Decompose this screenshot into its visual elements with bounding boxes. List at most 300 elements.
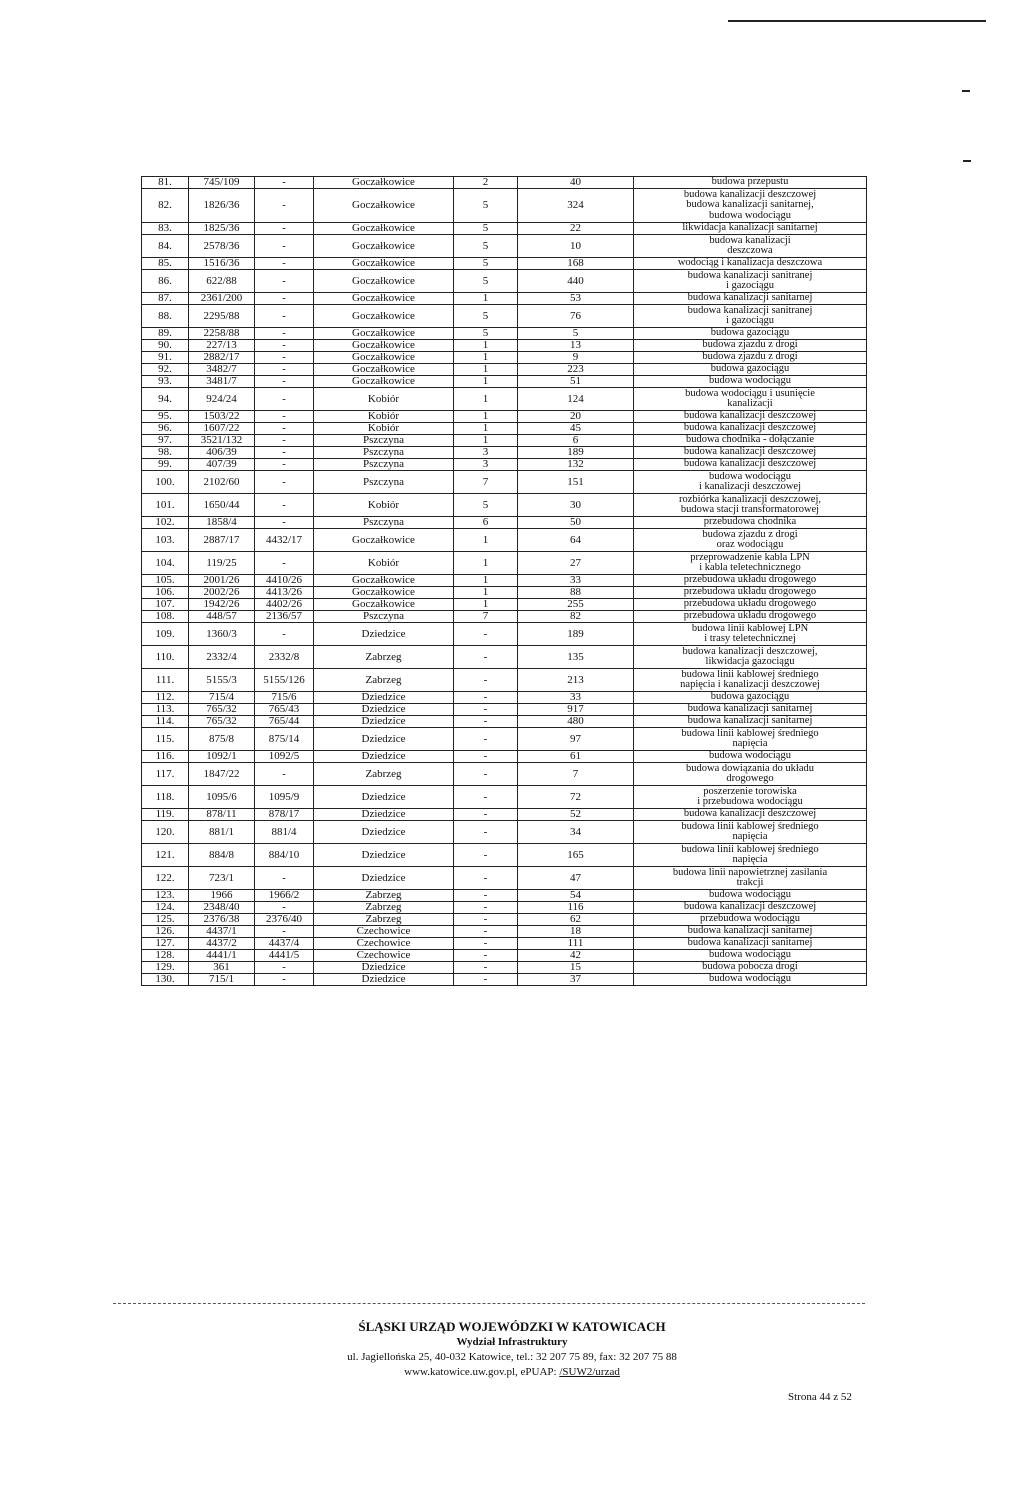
new-parcel-number: 2332/8 [255, 646, 314, 669]
row-number: 113. [142, 704, 189, 716]
description-line: budowa kanalizacji deszczowej [683, 410, 817, 422]
locality: Zabrzeg [314, 914, 454, 926]
row-number: 106. [142, 587, 189, 599]
work-description [634, 926, 867, 938]
row-number: 114. [142, 716, 189, 728]
work-description [634, 611, 867, 623]
description-line: przebudowa układu drogowego [683, 574, 817, 586]
row-number: 115. [142, 728, 189, 751]
table-row [142, 471, 867, 494]
area-value: 132 [518, 459, 634, 471]
work-description [634, 388, 867, 411]
area-value: 124 [518, 388, 634, 411]
table-row [142, 376, 867, 388]
parcel-number: 2102/60 [189, 471, 255, 494]
description-line: budowa gazociągu [710, 691, 790, 703]
sheet-number: - [454, 669, 518, 692]
description-line: budowa zjazdu z drogi [702, 339, 798, 351]
sheet-number: 3 [454, 459, 518, 471]
new-parcel-number: - [255, 189, 314, 223]
new-parcel-number: - [255, 623, 314, 646]
description-line: przebudowa układu drogowego [683, 598, 817, 610]
row-number: 116. [142, 751, 189, 763]
work-description [634, 890, 867, 902]
description-line: budowa wodociągu [709, 949, 791, 961]
area-value: 27 [518, 552, 634, 575]
locality: Dziedzice [314, 751, 454, 763]
work-description [634, 340, 867, 352]
sheet-number: 1 [454, 293, 518, 305]
epuap-link[interactable]: /SUW2/urzad [559, 1366, 620, 1378]
table-row [142, 189, 867, 223]
description-line: budowa kanalizacji sanitarnej [687, 925, 813, 937]
locality: Goczałkowice [314, 223, 454, 235]
work-description [634, 809, 867, 821]
locality: Goczałkowice [314, 177, 454, 189]
locality: Pszczyna [314, 447, 454, 459]
sheet-number: 1 [454, 352, 518, 364]
parcel-number: 2887/17 [189, 529, 255, 552]
work-description [634, 938, 867, 950]
sheet-number: 1 [454, 340, 518, 352]
new-parcel-number: - [255, 962, 314, 974]
table-row [142, 459, 867, 471]
sheet-number: 5 [454, 189, 518, 223]
row-number: 108. [142, 611, 189, 623]
description-line: budowa kanalizacji sanitarnej [687, 715, 813, 727]
area-value: 189 [518, 447, 634, 459]
description-line: budowa kanalizacji sanitarnej [687, 937, 813, 949]
sheet-number: 1 [454, 364, 518, 376]
table-row [142, 763, 867, 786]
table-row [142, 704, 867, 716]
parcel-number: 622/88 [189, 270, 255, 293]
new-parcel-number: - [255, 293, 314, 305]
table-row [142, 914, 867, 926]
new-parcel-number: 4432/17 [255, 529, 314, 552]
locality: Czechowice [314, 950, 454, 962]
table-row [142, 529, 867, 552]
work-description [634, 669, 867, 692]
area-value: 480 [518, 716, 634, 728]
locality: Czechowice [314, 926, 454, 938]
work-description [634, 494, 867, 517]
table-row [142, 235, 867, 258]
description-line: i gazociągu [725, 280, 775, 291]
description-line: deszczowa [727, 245, 773, 256]
new-parcel-number: 1095/9 [255, 786, 314, 809]
table-row [142, 293, 867, 305]
row-number: 82. [142, 189, 189, 223]
office-name: ŚLĄSKI URZĄD WOJEWÓDZKI W KATOWICACH [358, 1319, 666, 1334]
row-number: 89. [142, 328, 189, 340]
sheet-number: - [454, 974, 518, 986]
sheet-number: - [454, 716, 518, 728]
parcel-number: 745/109 [189, 177, 255, 189]
row-number: 83. [142, 223, 189, 235]
table-row [142, 962, 867, 974]
locality: Pszczyna [314, 471, 454, 494]
row-number: 86. [142, 270, 189, 293]
table-row [142, 821, 867, 844]
row-number: 99. [142, 459, 189, 471]
new-parcel-number: - [255, 340, 314, 352]
new-parcel-number: - [255, 258, 314, 270]
table-row [142, 352, 867, 364]
sheet-number: - [454, 786, 518, 809]
work-description [634, 328, 867, 340]
description-line: napięcia [732, 738, 768, 749]
row-number: 130. [142, 974, 189, 986]
area-value: 88 [518, 587, 634, 599]
work-description [634, 763, 867, 786]
office-address: ul. Jagiellońska 25, 40-032 Katowice, tel.: 32 207 75 89, fax: 32 207 75 88 [347, 1351, 677, 1363]
row-number: 127. [142, 938, 189, 950]
locality: Pszczyna [314, 459, 454, 471]
area-value: 54 [518, 890, 634, 902]
work-description [634, 177, 867, 189]
description-line: budowa linii kablowej średniego [681, 843, 819, 855]
new-parcel-number: 4441/5 [255, 950, 314, 962]
area-value: 76 [518, 305, 634, 328]
locality: Goczałkowice [314, 575, 454, 587]
description-line: budowa kanalizacji deszczowej [683, 901, 817, 913]
locality: Dziedzice [314, 692, 454, 704]
locality: Dziedzice [314, 821, 454, 844]
parcel-number: 361 [189, 962, 255, 974]
new-parcel-number: 2136/57 [255, 611, 314, 623]
row-number: 120. [142, 821, 189, 844]
parcel-number: 1650/44 [189, 494, 255, 517]
description-line: budowa kanalizacji sanitarnej, [686, 199, 814, 211]
table-row [142, 423, 867, 435]
locality: Goczałkowice [314, 270, 454, 293]
new-parcel-number: - [255, 388, 314, 411]
parcel-number: 227/13 [189, 340, 255, 352]
table-row [142, 599, 867, 611]
row-number: 129. [142, 962, 189, 974]
area-value: 9 [518, 352, 634, 364]
area-value: 223 [518, 364, 634, 376]
sheet-number: - [454, 902, 518, 914]
area-value: 47 [518, 867, 634, 890]
area-value: 37 [518, 974, 634, 986]
locality: Goczałkowice [314, 352, 454, 364]
table-row [142, 328, 867, 340]
footer-separator [113, 1303, 865, 1304]
locality: Pszczyna [314, 517, 454, 529]
table-row [142, 623, 867, 646]
locality: Goczałkowice [314, 293, 454, 305]
area-value: 33 [518, 575, 634, 587]
sheet-number: - [454, 950, 518, 962]
parcel-number: 1942/26 [189, 599, 255, 611]
work-description [634, 376, 867, 388]
new-parcel-number: - [255, 447, 314, 459]
sheet-number: 1 [454, 575, 518, 587]
work-description [634, 459, 867, 471]
parcel-number: 765/32 [189, 716, 255, 728]
sheet-number: - [454, 623, 518, 646]
sheet-number: 5 [454, 270, 518, 293]
locality: Goczałkowice [314, 328, 454, 340]
area-value: 45 [518, 423, 634, 435]
table-row [142, 411, 867, 423]
new-parcel-number: 1092/5 [255, 751, 314, 763]
work-description [634, 716, 867, 728]
area-value: 7 [518, 763, 634, 786]
parcel-number: 1966 [189, 890, 255, 902]
description-line: budowa linii kablowej średniego [681, 820, 819, 832]
row-number: 117. [142, 763, 189, 786]
description-line: kanalizacji [727, 398, 773, 409]
parcel-number: 2001/26 [189, 575, 255, 587]
work-description [634, 599, 867, 611]
new-parcel-number: 881/4 [255, 821, 314, 844]
new-parcel-number: - [255, 364, 314, 376]
row-number: 98. [142, 447, 189, 459]
parcel-number: 924/24 [189, 388, 255, 411]
work-description [634, 844, 867, 867]
parcel-number: 3521/132 [189, 435, 255, 447]
new-parcel-number: - [255, 235, 314, 258]
table-row [142, 552, 867, 575]
table-row [142, 575, 867, 587]
parcel-number: 3482/7 [189, 364, 255, 376]
sheet-number: 2 [454, 177, 518, 189]
sheet-number: 5 [454, 494, 518, 517]
parcel-number: 5155/3 [189, 669, 255, 692]
locality: Dziedzice [314, 623, 454, 646]
work-description [634, 447, 867, 459]
sheet-number: 6 [454, 517, 518, 529]
new-parcel-number: 884/10 [255, 844, 314, 867]
area-value: 255 [518, 599, 634, 611]
description-line: budowa wodociągu [709, 973, 791, 985]
locality: Dziedzice [314, 962, 454, 974]
work-description [634, 821, 867, 844]
parcel-number: 2882/17 [189, 352, 255, 364]
table-row [142, 786, 867, 809]
table-row [142, 364, 867, 376]
area-value: 111 [518, 938, 634, 950]
sheet-number: - [454, 890, 518, 902]
description-line: budowa linii kablowej średniego [681, 727, 819, 739]
work-description [634, 575, 867, 587]
sheet-number: - [454, 646, 518, 669]
row-number: 96. [142, 423, 189, 435]
table-row [142, 305, 867, 328]
description-line: przebudowa układu drogowego [683, 610, 817, 622]
row-number: 109. [142, 623, 189, 646]
row-number: 118. [142, 786, 189, 809]
new-parcel-number: 765/43 [255, 704, 314, 716]
parcel-number: 4437/1 [189, 926, 255, 938]
description-line: budowa wodociągu [709, 375, 791, 387]
area-value: 6 [518, 435, 634, 447]
sheet-number: 1 [454, 529, 518, 552]
parcel-number: 2295/88 [189, 305, 255, 328]
locality: Dziedzice [314, 844, 454, 867]
area-value: 62 [518, 914, 634, 926]
footer [0, 1319, 1024, 1380]
table-row [142, 716, 867, 728]
work-description [634, 786, 867, 809]
area-value: 82 [518, 611, 634, 623]
new-parcel-number: 1966/2 [255, 890, 314, 902]
sheet-number: 5 [454, 258, 518, 270]
row-number: 123. [142, 890, 189, 902]
margin-mark [962, 90, 970, 92]
parcel-number: 2578/36 [189, 235, 255, 258]
description-line: budowa przepustu [711, 176, 789, 188]
work-description [634, 223, 867, 235]
row-number: 107. [142, 599, 189, 611]
sheet-number: 7 [454, 471, 518, 494]
description-line: poszerzenie torowiska [703, 785, 797, 797]
table-row [142, 270, 867, 293]
sheet-number: 5 [454, 305, 518, 328]
locality: Dziedzice [314, 716, 454, 728]
area-value: 10 [518, 235, 634, 258]
margin-mark [963, 160, 971, 162]
work-description [634, 751, 867, 763]
table-row [142, 258, 867, 270]
parcel-number: 119/25 [189, 552, 255, 575]
area-value: 116 [518, 902, 634, 914]
table-row [142, 611, 867, 623]
sheet-number: 1 [454, 388, 518, 411]
area-value: 30 [518, 494, 634, 517]
locality: Czechowice [314, 938, 454, 950]
new-parcel-number: - [255, 763, 314, 786]
locality: Dziedzice [314, 867, 454, 890]
new-parcel-number: 5155/126 [255, 669, 314, 692]
area-value: 165 [518, 844, 634, 867]
locality: Kobiór [314, 552, 454, 575]
work-description [634, 728, 867, 751]
area-value: 42 [518, 950, 634, 962]
description-line: oraz wodociągu [716, 539, 784, 550]
work-description [634, 902, 867, 914]
new-parcel-number: 4437/4 [255, 938, 314, 950]
locality: Goczałkowice [314, 529, 454, 552]
description-line: budowa zjazdu z drogi [702, 528, 798, 540]
description-line: drogowego [726, 773, 774, 784]
sheet-number: - [454, 926, 518, 938]
parcel-number: 715/1 [189, 974, 255, 986]
new-parcel-number: - [255, 177, 314, 189]
sheet-number: 5 [454, 235, 518, 258]
description-line: budowa gazociągu [710, 363, 790, 375]
area-value: 22 [518, 223, 634, 235]
parcel-number: 2361/200 [189, 293, 255, 305]
work-description [634, 646, 867, 669]
locality: Zabrzeg [314, 646, 454, 669]
sheet-number: - [454, 867, 518, 890]
work-description [634, 623, 867, 646]
new-parcel-number: - [255, 411, 314, 423]
sheet-number: 1 [454, 423, 518, 435]
locality: Dziedzice [314, 809, 454, 821]
parcel-number: 1503/22 [189, 411, 255, 423]
description-line: budowa wodociągu i usunięcie [685, 387, 815, 399]
work-description [634, 587, 867, 599]
row-number: 91. [142, 352, 189, 364]
work-description [634, 305, 867, 328]
sheet-number: 1 [454, 587, 518, 599]
locality: Goczałkowice [314, 376, 454, 388]
table-row [142, 340, 867, 352]
work-description [634, 352, 867, 364]
table-row [142, 867, 867, 890]
description-line: likwidacja kanalizacji sanitarnej [682, 222, 818, 234]
locality: Zabrzeg [314, 890, 454, 902]
area-value: 15 [518, 962, 634, 974]
area-value: 13 [518, 340, 634, 352]
description-line: budowa linii napowietrznej zasilania [672, 866, 828, 878]
sheet-number: 7 [454, 611, 518, 623]
sheet-number: 5 [454, 223, 518, 235]
description-line: budowa kanalizacji deszczowej, [682, 645, 818, 657]
row-number: 88. [142, 305, 189, 328]
area-value: 5 [518, 328, 634, 340]
area-value: 20 [518, 411, 634, 423]
area-value: 33 [518, 692, 634, 704]
new-parcel-number: 765/44 [255, 716, 314, 728]
description-line: budowa wodociągu [709, 470, 791, 482]
description-line: i kanalizacji deszczowej [698, 481, 802, 492]
row-number: 93. [142, 376, 189, 388]
parcel-number: 1516/36 [189, 258, 255, 270]
work-description [634, 517, 867, 529]
locality: Dziedzice [314, 974, 454, 986]
row-number: 102. [142, 517, 189, 529]
locality: Zabrzeg [314, 763, 454, 786]
parcel-number: 765/32 [189, 704, 255, 716]
table-row [142, 435, 867, 447]
sheet-number: - [454, 809, 518, 821]
table-row [142, 938, 867, 950]
description-line: budowa chodnika - dołączanie [686, 434, 814, 446]
area-value: 135 [518, 646, 634, 669]
new-parcel-number: - [255, 867, 314, 890]
description-line: budowa kanalizacji deszczowej [683, 188, 817, 200]
description-line: trakcji [736, 877, 764, 888]
table-row [142, 587, 867, 599]
description-line: budowa kanalizacji sanitranej [687, 304, 813, 316]
table-row [142, 223, 867, 235]
locality: Goczałkowice [314, 305, 454, 328]
description-line: rozbiórka kanalizacji deszczowej, [679, 493, 821, 505]
new-parcel-number: 2376/40 [255, 914, 314, 926]
parcel-number: 2348/40 [189, 902, 255, 914]
new-parcel-number: 715/6 [255, 692, 314, 704]
area-value: 40 [518, 177, 634, 189]
locality: Dziedzice [314, 704, 454, 716]
table-row [142, 844, 867, 867]
sheet-number: 3 [454, 447, 518, 459]
parcel-number: 406/39 [189, 447, 255, 459]
locality: Pszczyna [314, 611, 454, 623]
new-parcel-number: - [255, 552, 314, 575]
row-number: 103. [142, 529, 189, 552]
sheet-number: - [454, 962, 518, 974]
table-row [142, 902, 867, 914]
parcel-number: 1095/6 [189, 786, 255, 809]
parcel-number: 1847/22 [189, 763, 255, 786]
description-line: przeprowadzenie kabla LPN [690, 551, 810, 563]
